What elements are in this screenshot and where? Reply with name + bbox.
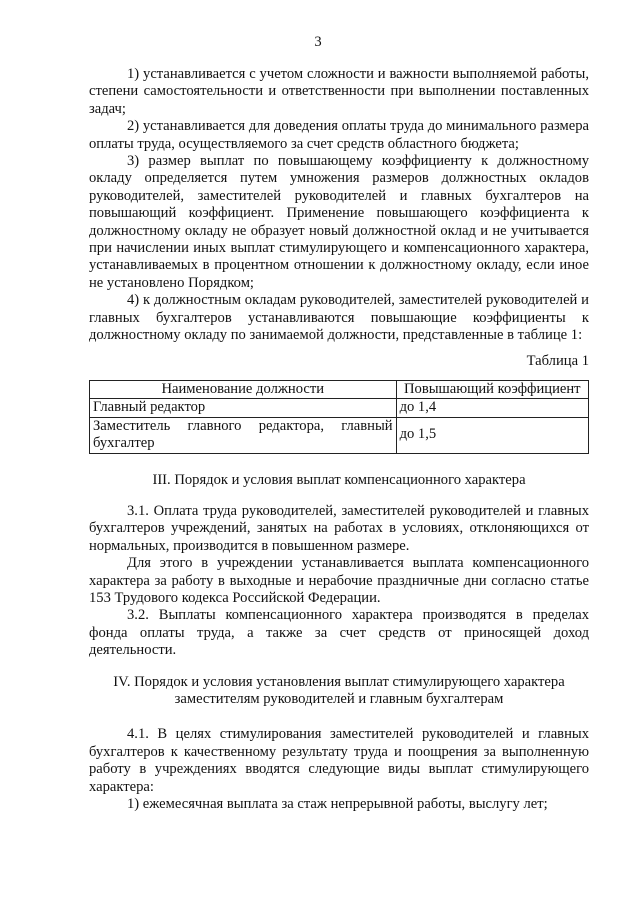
table-row — [90, 399, 589, 417]
paragraph: Для этого в учреждении устанавливается выплата компенсационного характера за работу в выходные и нерабочие праздничные дни согласно статье 153 Трудового кодекса Российской Федерации. — [89, 555, 589, 606]
section-heading: III. Порядок и условия выплат компенсационного характера — [152, 471, 526, 488]
paragraph: 4) к должностным окладам руководителей, заместителей руководителей и главных бухгалтеров устанавливаются повышающие коэффициенты к должностному окладу по занимаемой должности, представленные в таблице 1: — [89, 292, 589, 344]
table-cell: Главный редактор — [90, 399, 397, 417]
table-cell: Заместитель главного редактора, главный бухгалтер — [90, 417, 397, 453]
paragraph: 4.1. В целях стимулирования заместителей руководителей и главных бухгалтеров к качественному результату труда и поощрения за выполненную работу в учреждениях вводятся следующие виды выплат стимулирующего характера: — [89, 726, 589, 795]
table-cell: до 1,5 — [396, 417, 588, 453]
document-body — [89, 66, 589, 813]
table-header-cell: Повышающий коэффициент — [396, 380, 588, 398]
paragraph: 3) размер выплат по повышающему коэффициенту к должностному окладу определяется путем умножения размеров должностных окладов руководителей, заместителей руководителей и главных бухгалтеров на повышающий коэффициент. Применение повышающего коэффициента к должностному окладу не образует новый должностной оклад и не учитывается при начислении иных выплат стимулирующего и компенсационного характера, устанавливаемых в процентном отношении к должностному окладу, если иное не установлено Порядком; — [89, 153, 589, 291]
table-caption: Таблица 1 — [526, 352, 589, 369]
table-row — [90, 417, 589, 453]
table-header-cell: Наименование должности — [90, 380, 397, 398]
section-heading: IV. Порядок и условия установления выплат стимулирующего характера заместителям руководителей и главным бухгалтерам — [113, 673, 565, 707]
paragraph: 3.1. Оплата труда руководителей, заместителей руководителей и главных бухгалтеров учреждений, занятых на работах в условиях, отклоняющихся от нормальных, производится в повышенном размере. — [89, 502, 589, 554]
paragraph: 2) устанавливается для доведения оплаты труда до минимального размера оплаты труда, осуществляемого за счет средств областного бюджета; — [89, 118, 589, 152]
table-header-row — [90, 380, 589, 398]
paragraph: 1) ежемесячная выплата за стаж непрерывной работы, выслугу лет; — [127, 796, 548, 813]
paragraph: 3.2. Выплаты компенсационного характера производятся в пределах фонда оплаты труда, а также за счет средств от приносящей доход деятельности. — [89, 607, 589, 659]
paragraph: 1) устанавливается с учетом сложности и важности выполняемой работы, степени самостоятельности и ответственности при выполнении поставленных задач; — [89, 66, 589, 117]
page-number: 3 — [314, 34, 322, 50]
table-cell: до 1,4 — [396, 399, 588, 417]
coefficients-table — [89, 380, 589, 454]
